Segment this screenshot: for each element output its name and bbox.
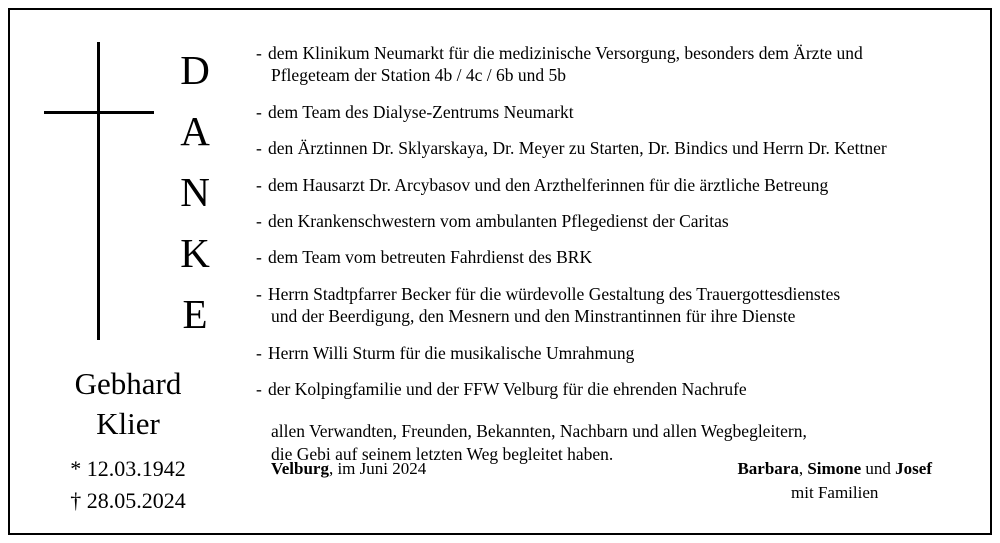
notice-footer	[256, 457, 950, 505]
cross-area	[10, 10, 246, 360]
list-item-line: Herrn Willi Sturm für die musikalische Umrahmung	[268, 342, 635, 363]
list-item-line: Pflegeteam der Station 4b / 4c / 6b und 5b	[271, 65, 567, 86]
list-dash: -	[256, 247, 262, 268]
list-item-line: dem Team des Dialyse-Zentrums Neumarkt	[268, 101, 574, 122]
deceased-first-name: Gebhard	[74, 366, 182, 401]
footer-date: , im Juni 2024	[328, 459, 427, 479]
danke-letter-a: A	[180, 108, 210, 155]
list-item-line: dem Team vom betreuten Fahrdienst des BRK	[268, 247, 593, 268]
thanks-list	[256, 42, 950, 400]
list-item-line: den Krankenschwestern vom ambulanten Pflegedienst der Caritas	[268, 210, 729, 231]
list-dash: -	[256, 210, 262, 231]
list-item-line: dem Hausarzt Dr. Arcybasov und den Arzthelferinnen für die ärztliche Betreung	[268, 174, 829, 195]
closing-line-1: allen Verwandten, Freunden, Bekannten, Nachbarn und allen Wegbegleitern,	[271, 421, 807, 442]
cross-vertical-bar	[97, 42, 100, 340]
list-item	[256, 342, 950, 364]
danke-letter-d: D	[180, 47, 210, 93]
birth-date: * 12.03.1942	[70, 456, 186, 482]
list-item	[256, 101, 950, 123]
family-names	[737, 457, 932, 481]
notice-border-frame	[8, 8, 992, 535]
deceased-dates	[70, 453, 186, 515]
family-signature	[737, 457, 950, 505]
family-name-2: Simone	[807, 459, 862, 479]
list-item-line: der Kolpingfamilie und der FFW Velburg für die ehrenden Nachrufe	[268, 378, 747, 399]
list-dash: -	[256, 378, 262, 399]
list-dash: -	[256, 174, 262, 195]
family-separator-2: und	[861, 459, 896, 479]
list-item	[256, 137, 950, 159]
list-dash: -	[256, 101, 262, 122]
list-dash: -	[256, 342, 262, 363]
list-item-line: den Ärztinnen Dr. Sklyarskaya, Dr. Meyer zu Starten, Dr. Bindics und Herrn Dr. Kettner	[268, 138, 887, 159]
list-item-line: Herrn Stadtpfarrer Becker für die würdevolle Gestaltung des Trauergottesdienstes	[268, 283, 841, 304]
list-item	[256, 246, 950, 268]
list-dash: -	[256, 283, 262, 304]
deceased-last-name: Klier	[96, 405, 160, 441]
cross-horizontal-bar	[44, 111, 154, 114]
list-item	[256, 174, 950, 196]
deceased-name-block	[10, 364, 246, 443]
left-column	[10, 10, 246, 533]
list-dash: -	[256, 138, 262, 159]
family-name-3: Josef	[895, 459, 932, 479]
list-item	[256, 378, 950, 400]
danke-heading	[158, 40, 232, 345]
list-item-line: dem Klinikum Neumarkt für die medizinische Versorgung, besonders dem Ärzte und	[268, 43, 863, 63]
family-name-1: Barbara	[737, 459, 799, 479]
danke-letter-e: E	[182, 291, 208, 338]
list-dash: -	[256, 43, 262, 63]
right-column	[246, 10, 990, 533]
family-subtitle: mit Familien	[791, 483, 879, 503]
place-name: Velburg	[271, 459, 329, 479]
danke-letter-n: N	[180, 169, 210, 216]
family-separator-1: ,	[798, 459, 808, 479]
list-item	[256, 283, 950, 328]
danke-letter-k: K	[180, 230, 210, 277]
place-and-date	[256, 457, 426, 479]
closing-line-2: die Gebi auf seinem letzten Weg begleitet haben.	[271, 444, 614, 465]
list-item	[256, 210, 950, 232]
list-item	[256, 42, 950, 87]
death-date: † 28.05.2024	[70, 487, 186, 513]
list-item-line: und der Beerdigung, den Mesnern und den Minstrantinnen für ihre Dienste	[271, 306, 796, 327]
